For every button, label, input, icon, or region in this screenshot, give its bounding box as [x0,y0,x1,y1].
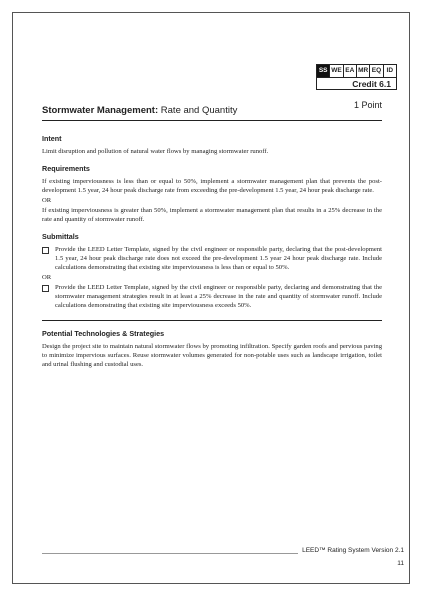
title-main: Stormwater Management: [42,105,159,116]
checkbox-icon [42,247,49,254]
intent-text: Limit disruption and pollution of natural water flows by managing stormwater runoff. [42,148,269,155]
submittal-item-1-text: Provide the LEED Letter Template, signed by the civil engineer or responsible party, declaring that the post-development 1.5 year, 24 hour peak discharge rate does not exceed the pre-development 1.5 year 24 hour peak discharge rate. Include calculations demonstrating that existing site imperviousness is less than or equal to 50%. [55,246,382,271]
submittal-item-1 [42,245,382,272]
requirements-heading: Requirements [42,164,90,173]
title-row [42,100,382,121]
category-eq: EQ [370,65,383,77]
submittal-item-2 [42,283,382,310]
category-ea: EA [344,65,357,77]
submittals-or: OR [42,274,52,281]
points-label: 1 Point [353,100,382,110]
section-divider [42,320,382,321]
requirements-paragraph-1: If existing imperviousness is less than or equal to 50%, implement a stormwater management plan that prevents the post-development 1.5 year, 24 hour peak discharge rate from exceeding the pre-development 1.5 year, 24 hour peak discharge rate. [42,178,382,194]
credit-label: Credit 6.1 [352,79,391,89]
category-we: WE [330,65,343,77]
checkbox-icon [42,285,49,292]
footer-rating-system: LEED™ Rating System Version 2.1 [298,547,404,554]
requirements-or: OR [42,197,52,204]
intent-heading: Intent [42,134,62,143]
category-row [317,65,396,78]
content [42,126,382,371]
credit-box [316,64,397,90]
technologies-text: Design the project site to maintain natural stormwater flows by promoting infiltration. Specify garden roofs and pervious paving to minimize impervious surfaces. Reuse stormwater volumes generated for non-potable uses such as landscape irrigation, toilet and urinal flushing and custodial uses. [42,343,382,368]
submittals-heading: Submittals [42,232,79,241]
page-title [42,105,237,116]
category-id: ID [386,67,394,74]
requirements-paragraph-2: If existing imperviousness is greater than 50%, implement a stormwater management plan that results in a 25% decrease in the rate and quantity of stormwater runoff. [42,207,382,223]
submittal-item-2-text: Provide the LEED Letter Template, signed by the civil engineer or responsible party, declaring and demonstrating that the stormwater management strategies result in at least a 25% decrease in the rate and quantity of stormwater runoff. Include calculations demonstrating that existing site imperviousness exceeds 50%. [55,284,382,309]
technologies-heading: Potential Technologies & Strategies [42,329,165,338]
category-mr: MR [357,65,370,77]
title-sub: Rate and Quantity [160,105,238,116]
page-number: 11 [397,560,404,567]
category-ss: SS [317,65,330,77]
